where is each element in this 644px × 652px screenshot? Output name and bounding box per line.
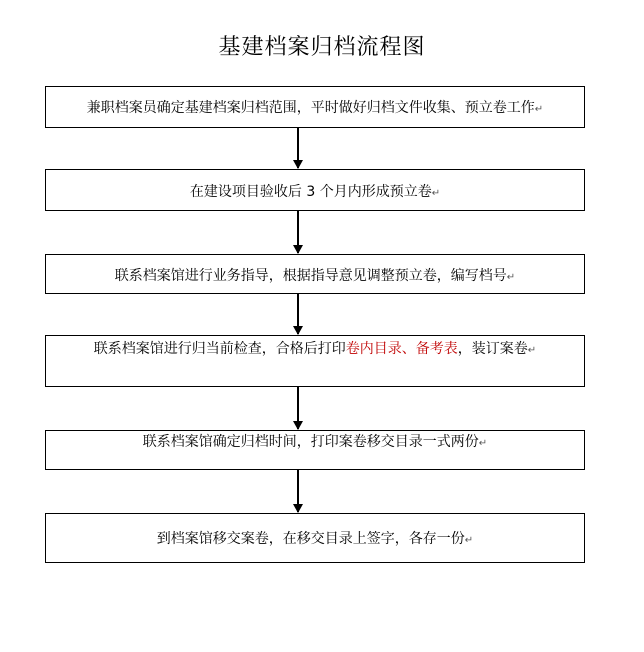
- paragraph-mark-icon: ↵: [431, 188, 441, 199]
- step-5-text: 联系档案馆确定归档时间，打印案卷移交目录一式两份: [142, 434, 479, 450]
- arrow-3-4: [297, 294, 299, 334]
- arrow-4-5: [297, 387, 299, 429]
- arrow-1-2: [297, 128, 299, 168]
- paragraph-mark-icon: ↵: [527, 345, 537, 356]
- step-4-text-highlight: 卷内目录、备考表: [345, 341, 458, 357]
- step-4-box: [45, 335, 585, 387]
- step-3-box: [45, 254, 585, 294]
- step-5-box: [45, 430, 585, 470]
- paragraph-mark-icon: ↵: [464, 535, 474, 546]
- paragraph-mark-icon: ↵: [506, 272, 516, 283]
- step-6-text: 到档案馆移交案卷，在移交目录上签字，各存一份: [156, 531, 465, 547]
- step-1-box: [45, 86, 585, 128]
- diagram-title: 基建档案归档流程图: [218, 35, 426, 60]
- step-2-text: 在建设项目验收后 3 个月内形成预立卷: [189, 184, 432, 200]
- step-1-text: 兼职档案员确定基建档案归档范围，平时做好归档文件收集、预立卷工作: [86, 100, 535, 116]
- step-4-text-after: ，装订案卷: [457, 341, 528, 357]
- step-4-text-before: 联系档案馆进行归当前检查，合格后打印: [93, 341, 346, 357]
- arrow-2-3: [297, 211, 299, 253]
- paragraph-mark-icon: ↵: [478, 438, 488, 449]
- step-2-box: [45, 169, 585, 211]
- step-6-box: [45, 513, 585, 563]
- step-3-text: 联系档案馆进行业务指导，根据指导意见调整预立卷，编写档号: [114, 268, 507, 284]
- arrow-5-6: [297, 470, 299, 512]
- paragraph-mark-icon: ↵: [534, 104, 544, 115]
